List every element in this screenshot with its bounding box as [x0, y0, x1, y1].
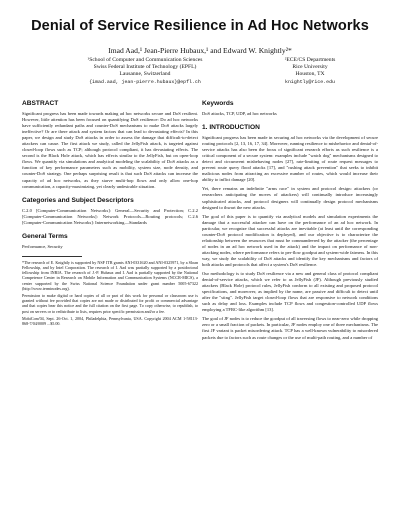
- keywords-heading: Keywords: [202, 100, 234, 107]
- intro-paragraph: Our methodology is to study DoS resilience via a new and general class of protocol compliant denial-of-service attacks, which we refer to as JellyFish (JF). Although previously studied attackers (Black Hole) protocol rules, JellyFish conform to all existing and proposed protocol specifications, and moreover, as implied by the name, are passive and difficult to detect until after the "sting". JellyFish target closed-loop flows that are responsive to network conditions such as delay and loss. Examples include TCP flows and congestion-controlled UDP flows employing a TFRC-like algorithm [13].: [202, 271, 378, 313]
- abstract-heading: ABSTRACT: [22, 100, 59, 107]
- affiliation-line: Rice University: [292, 64, 328, 71]
- affiliation-line: Swiss Federal Institute of Technology (EPFL): [93, 64, 197, 71]
- keywords-text: DoS attacks, TCP, UDP, ad hoc networks: [202, 111, 277, 116]
- author-email: {imad.aad, jean-pierre.hubaux}@epfl.ch: [89, 79, 201, 85]
- footnote-divider: [22, 256, 82, 257]
- categories-heading: Categories and Subject Descriptors: [22, 196, 134, 204]
- general-terms-text: Performance, Security: [22, 243, 63, 249]
- affiliation-line: ²ECE/CS Departments: [284, 57, 336, 63]
- intro-paragraph: The goal of this paper is to quantify via analytical models and simulation experiments the damage that a successful attacker can have on the performance of an ad hoc network. In particular, we recognize that successful attacks are inevitable (at least until the corresponding counter-DoS protocol modification is deployed), and our objective is to characterize the relationship between the resources that must be commandeered by the attacker (the percentage of nodes in an ad hoc network used in the attack) and the impact on performance of non-attacking nodes, where performance refers to per-flow goodput and system-wide fairness. In this way, we study the scalability of DoS attacks and identify the key mechanisms and factors of both attacks and protocols that affect a system's DoS resilience.: [202, 213, 378, 267]
- left-column: [22, 100, 198, 328]
- copyright-notice: MobiCom'04, Sept. 26-Oct. 1, 2004, Philadelphia, Pennsylvania, USA. Copyright 2004 ACM 1-58113-868-7/04/0009 ...$5.00.: [22, 315, 198, 327]
- general-terms-heading: General Terms: [22, 232, 68, 240]
- paper-title: Denial of Service Resilience in Ad Hoc Networks: [31, 18, 369, 34]
- affiliation-epfl: [60, 57, 230, 86]
- affiliation-line: Houston, TX: [295, 71, 325, 78]
- intro-paragraph: Yet, there remains an indefinite "arms race" in system and protocol design: attackers (or researchers anticipating the moves of attackers) will continually introduce increasingly sophisticated attacks, and protocol designers will continually design protocol mechanisms designed to thwart the new attacks.: [202, 186, 378, 210]
- affiliation-rice: [250, 57, 370, 86]
- funding-footnote: *The research of E. Knightly is supported by NSF ITR grants ANI-0331620 and ANI-0325971, by a Sloan Fellowship, and by Intel Corporation. The research of I. Aad was partially supported by a postdoctoral fellowship from INRIA. The research of J.-P. Hubaux and I. Aad is partially supported by the National Competence Center in Research on Mobile Information and Communication Systems (NCCR-MICS), a center supported by the Swiss National Science Foundation under grant number 5005-67322 (http://www.terminodes.org).: [22, 259, 198, 291]
- affiliation-line: Lausanne, Switzerland: [119, 71, 171, 78]
- abstract-text: Significant progress has been made towards making ad hoc networks secure and DoS resilient. However, little attention has been focused on quantifying DoS resilience: Do ad hoc networks have sufficiently redundant paths and counter-DoS mechanisms to make DoS attacks largely ineffective? Or are there attack and system factors that can lead to devastating effects? In this paper, we design and study DoS attacks in order to assess the damage that difficult-to-detect attackers can cause. The first attack we study, called the JellyFish attack, is targeted against closed-loop flows such as TCP; although protocol compliant, it has devastating effects. The second is the Black Hole attack, which has effects similar to the JellyFish, but on open-loop flows. We quantify via simulations and analytical modeling the scalability of DoS attacks as a function of key performance parameters such as mobility, system size, node density, and counter-DoS strategy. One perhaps surprising result is that such DoS attacks can increase the capacity of ad hoc networks, as they starve multi-hop flows and only allow one-hop communication, a capacity-maximizing, yet clearly undesirable situation.: [22, 111, 198, 189]
- introduction-heading: 1. INTRODUCTION: [202, 124, 260, 132]
- categories-text: C.2.0 [Computer-Communication Networks]: General—Security and Protection; C.2.2 [Computer-Communication Networks]: Network Protocols—Routing protocols; C.2.6 [Computer-Communication Networks]: Internetworking—Standards: [22, 207, 198, 225]
- author-list: Imad Aad,¹ Jean-Pierre Hubaux,¹ and Edward W. Knightly²*: [108, 46, 292, 55]
- right-column: [202, 100, 378, 344]
- intro-paragraph: Significant progress has been made in securing ad hoc networks via the development of secure routing protocols [2, 13, 16, 17, 34]. Moreover, running resilience to misbehavior and denial-of-service attacks has also been the focus of significant research efforts as such resilience is a critical component of a secure system: examples include "watch dog" mechanisms designed to detect and circumvent misbehaving nodes [27], rate-limiting of route request messages to prevent route query flood attacks [17], and "rushing attack prevention" that seeks to inhibit malicious nodes from attracting an excessive number of routes, which would increase their ability to inflict damage [20].: [202, 135, 378, 183]
- affiliation-line: ¹School of Computer and Communication Sciences: [87, 57, 203, 63]
- intro-paragraph: The goal of JF nodes is to reduce the goodput of all traversing flows to near-zero while dropping zero or a small fraction of packets. In particular, JF nodes employ one of three mechanisms. The first JF variant is packet misordering attack. TCP has a well-known vulnerability to misordered packets due to factors such as route changes or the use of multi-path routing, and a number of: [202, 316, 378, 340]
- permission-notice: Permission to make digital or hard copies of all or part of this work for personal or classroom use is granted without fee provided that copies are not made or distributed for profit or commercial advantage and that copies bear this notice and the full citation on the first page. To copy otherwise, to republish, to post on servers or to redistribute to lists, requires prior specific permission and/or a fee.: [22, 293, 198, 314]
- author-email: knightly@rice.edu: [285, 79, 335, 85]
- footnotes: [22, 260, 198, 326]
